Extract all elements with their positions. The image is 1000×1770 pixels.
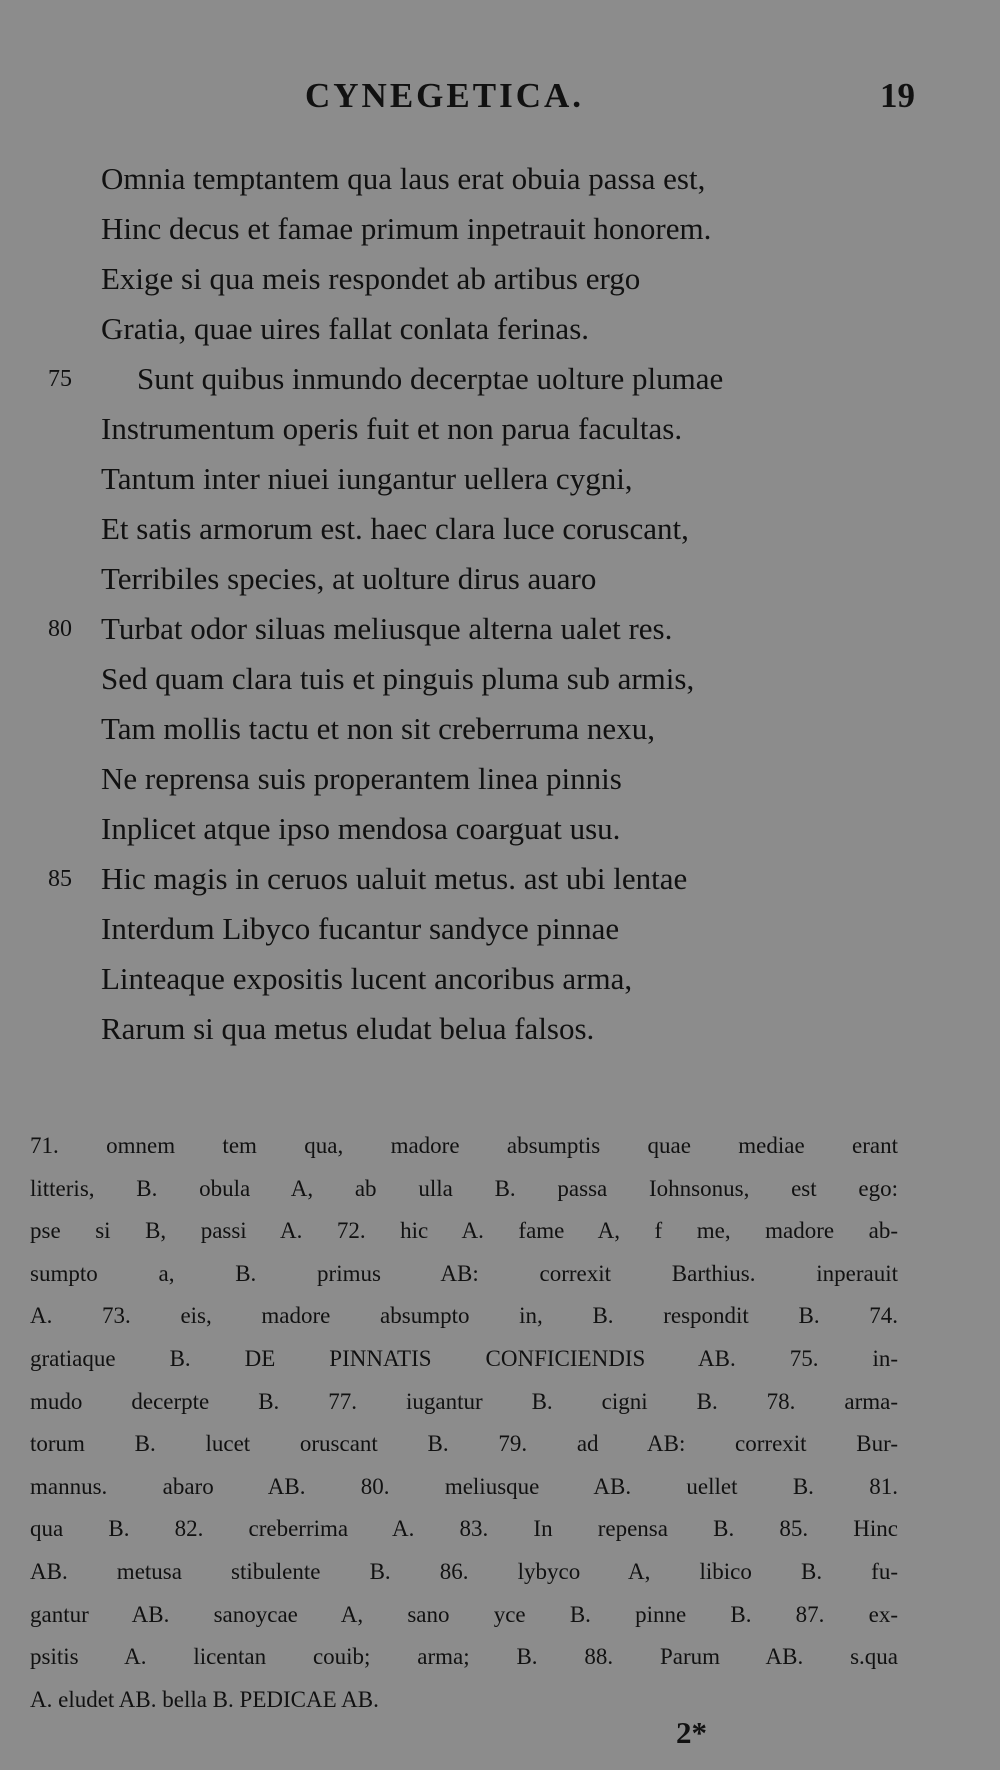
verse-number: 85	[48, 866, 72, 892]
verse-line	[0, 204, 1000, 254]
apparatus-line: psitis A. licentan couib; arma; B. 88. Parum AB. s.qua	[30, 1644, 898, 1670]
verse-text: Tam mollis tactu et non sit creberruma nexu,	[101, 711, 655, 746]
verse-line	[0, 304, 1000, 354]
signature-mark: 2*	[676, 1715, 707, 1750]
verse-text: Omnia temptantem qua laus erat obuia passa est,	[101, 161, 706, 196]
verse-text: Ne reprensa suis properantem linea pinnis	[101, 761, 622, 796]
verse-line	[0, 604, 1000, 654]
verse-text: Et satis armorum est. haec clara luce coruscant,	[101, 511, 689, 546]
apparatus-line: torum B. lucet oruscant B. 79. ad AB: correxit Bur-	[30, 1431, 898, 1457]
verse-text: Sunt quibus inmundo decerptae uolture plumae	[137, 361, 724, 396]
running-title: CYNEGETICA.	[305, 76, 585, 115]
verse-text: Instrumentum operis fuit et non parua facultas.	[101, 411, 683, 446]
verse-line	[0, 854, 1000, 904]
verse-text: Exige si qua meis respondet ab artibus ergo	[101, 261, 641, 296]
verse-text: Sed quam clara tuis et pinguis pluma sub armis,	[101, 661, 695, 696]
verse-number: 75	[48, 366, 72, 392]
verse-number: 80	[48, 616, 72, 642]
verse-line	[0, 254, 1000, 304]
verse-text: Interdum Libyco fucantur sandyce pinnae	[101, 911, 620, 946]
apparatus-line: mannus. abaro AB. 80. meliusque AB. uellet B. 81.	[30, 1473, 898, 1499]
apparatus-line: litteris, B. obula A, ab ulla B. passa Iohnsonus, est ego:	[30, 1175, 898, 1201]
verse-text: Turbat odor siluas meliusque alterna ualet res.	[101, 611, 673, 646]
apparatus-line: AB. metusa stibulente B. 86. lybyco A, libico B. fu-	[30, 1558, 898, 1584]
verse-text: Inplicet atque ipso mendosa coarguat usu.	[101, 811, 621, 846]
apparatus-line: mudo decerpte B. 77. iugantur B. cigni B. 78. arma-	[30, 1388, 898, 1414]
apparatus-line: gratiaque B. DE PINNATIS CONFICIENDIS AB. 75. in-	[30, 1345, 898, 1371]
verse-text: Linteaque expositis lucent ancoribus arma,	[101, 961, 633, 996]
verse-line	[0, 354, 1000, 404]
page-header	[0, 76, 1000, 126]
verse-line	[0, 754, 1000, 804]
apparatus-line: A. eludet AB. bella B. PEDICAE AB.	[30, 1686, 379, 1712]
verse-text: Gratia, quae uires fallat conlata ferinas.	[101, 311, 590, 346]
verse-line	[0, 504, 1000, 554]
page-number: 19	[880, 76, 915, 115]
verse-line	[0, 704, 1000, 754]
apparatus-line: sumpto a, B. primus AB: correxit Barthius. inperauit	[30, 1260, 898, 1286]
verse-line	[0, 954, 1000, 1004]
verse-line	[0, 554, 1000, 604]
verse-line	[0, 804, 1000, 854]
apparatus-line: A. 73. eis, madore absumpto in, B. respondit B. 74.	[30, 1303, 898, 1329]
apparatus-line: 71. omnem tem qua, madore absumptis quae mediae erant	[30, 1133, 898, 1158]
verse-text: Terribiles species, at uolture dirus auaro	[101, 561, 597, 596]
verse-line	[0, 654, 1000, 704]
verse-text: Hic magis in ceruos ualuit metus. ast ubi lentae	[101, 861, 688, 896]
verse-text: Rarum si qua metus eludat belua falsos.	[101, 1011, 595, 1046]
verse-line	[0, 1004, 1000, 1054]
verse-text: Tantum inter niuei iungantur uellera cygni,	[101, 461, 633, 496]
apparatus-line: qua B. 82. creberrima A. 83. In repensa B. 85. Hinc	[30, 1516, 898, 1542]
critical-apparatus	[30, 1125, 898, 1721]
apparatus-line: gantur AB. sanoycae A, sano yce B. pinne B. 87. ex-	[30, 1601, 898, 1627]
verse-text: Hinc decus et famae primum inpetrauit honorem.	[101, 211, 712, 246]
apparatus-line: pse si B, passi A. 72. hic A. fame A, f me, madore ab-	[30, 1218, 898, 1244]
verse-line	[0, 904, 1000, 954]
verse-line	[0, 454, 1000, 504]
verse-line	[0, 404, 1000, 454]
verse-line	[0, 154, 1000, 204]
verse-block	[0, 154, 1000, 1054]
